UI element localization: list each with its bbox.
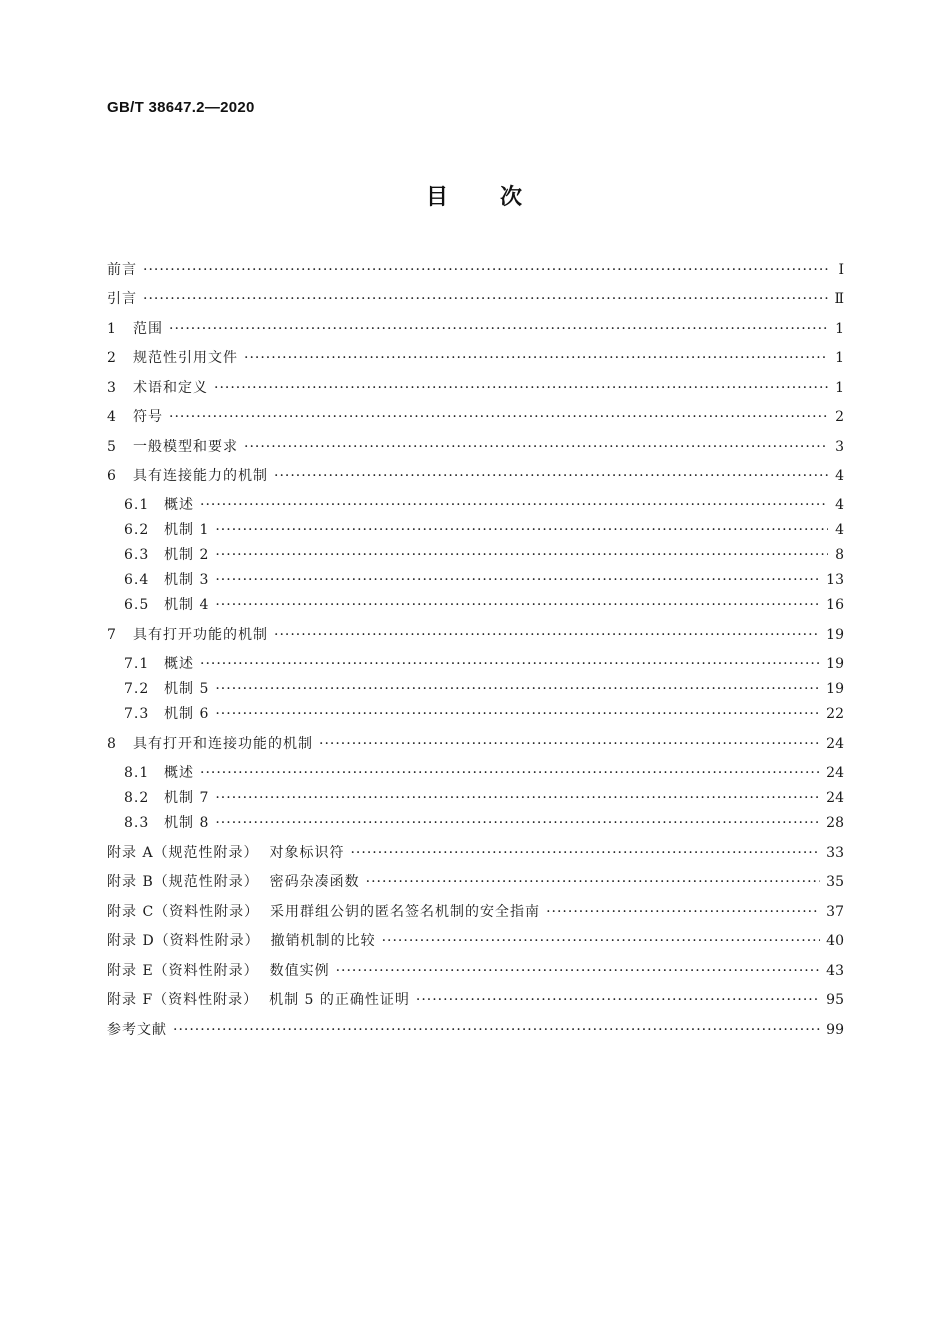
toc-entry-page: 16 (826, 597, 844, 613)
toc-entry-label: 附录 F（资料性附录） 机制 5 的正确性证明 (107, 992, 410, 1008)
toc-entry-page: 1 (835, 321, 844, 337)
toc-entry-label: 引言 (107, 291, 137, 307)
toc-leader-dots (143, 288, 828, 310)
toc-entry-label: 范围 (133, 321, 163, 337)
toc-entry-page: Ⅱ (834, 291, 844, 307)
toc-entry-3[interactable] (107, 377, 844, 399)
toc-entry-number: 4 (107, 409, 117, 425)
toc-entry-page: 13 (826, 572, 844, 588)
toc-entry-6-4[interactable] (124, 569, 844, 591)
toc-entry-label: 机制 4 (164, 597, 210, 613)
toc-entry-annex-e[interactable] (107, 960, 844, 982)
toc-entry-7-3[interactable] (124, 703, 844, 725)
toc-entry-page: 22 (826, 706, 844, 722)
toc-leader-dots (336, 960, 821, 982)
toc-entry-number: 7 (107, 627, 117, 643)
toc-entry-label: 符号 (133, 409, 163, 425)
toc-entry-label: 概述 (164, 497, 194, 513)
toc-leader-dots (173, 1019, 820, 1041)
toc-entry-label: 一般模型和要求 (133, 439, 238, 455)
toc-leader-dots (169, 318, 828, 340)
toc-entry-label: 附录 D（资料性附录） 撤销机制的比较 (107, 933, 376, 949)
toc-entry-label: 具有打开和连接功能的机制 (133, 736, 313, 752)
toc-entry-label: 机制 6 (164, 706, 210, 722)
toc-entry-8-3[interactable] (124, 812, 844, 834)
toc-entry-label: 机制 7 (164, 790, 210, 806)
toc-entry-label: 机制 1 (164, 522, 210, 538)
toc-entry-number: 8.1 (124, 765, 150, 781)
toc-entry-page: 40 (826, 933, 844, 949)
toc-entry-number: 7.2 (124, 681, 150, 697)
title-part-2: 次 (500, 185, 525, 210)
toc-entry-label: 具有连接能力的机制 (133, 468, 268, 484)
toc-entry-7[interactable] (107, 624, 844, 646)
toc-leader-dots (215, 812, 820, 834)
toc-entry-7-1[interactable] (124, 653, 844, 675)
toc-entry-number: 3 (107, 380, 117, 396)
toc-leader-dots (215, 678, 820, 700)
toc-entry-page: 24 (826, 790, 844, 806)
toc-entry-label: 参考文献 (107, 1022, 167, 1038)
toc-entry-1[interactable] (107, 318, 844, 340)
toc-entry-label: 概述 (164, 765, 194, 781)
toc-entry-number: 6.5 (124, 597, 150, 613)
toc-leader-dots (215, 569, 820, 591)
toc-leader-dots (382, 930, 821, 952)
toc-entry-page: 95 (826, 992, 844, 1008)
toc-leader-dots (143, 259, 828, 281)
toc-leader-dots (215, 703, 820, 725)
toc-entry-5[interactable] (107, 436, 844, 458)
toc-entry-annex-d[interactable] (107, 930, 844, 952)
toc-leader-dots (169, 406, 828, 428)
table-of-contents (107, 0, 844, 1344)
toc-leader-dots (366, 871, 821, 893)
toc-entry-label: 附录 E（资料性附录） 数值实例 (107, 963, 330, 979)
toc-leader-dots (215, 519, 828, 541)
toc-leader-dots (319, 733, 820, 755)
toc-entry-page: 4 (835, 522, 844, 538)
toc-entry-page: 33 (826, 845, 844, 861)
toc-entry-label: 概述 (164, 656, 194, 672)
toc-leader-dots (215, 787, 820, 809)
toc-entry-page: 99 (826, 1022, 844, 1038)
toc-entry-bibliography[interactable] (107, 1019, 844, 1041)
toc-entry-number: 6 (107, 468, 117, 484)
toc-leader-dots (200, 494, 828, 516)
toc-leader-dots (214, 377, 828, 399)
toc-entry-page: 35 (826, 874, 844, 890)
toc-entry-4[interactable] (107, 406, 844, 428)
toc-entry-number: 6.2 (124, 522, 150, 538)
document-code: GB/T 38647.2—2020 (107, 99, 255, 116)
toc-leader-dots (215, 594, 820, 616)
toc-entry-number: 7.1 (124, 656, 150, 672)
toc-entry-label: 术语和定义 (133, 380, 208, 396)
toc-entry-6-1[interactable] (124, 494, 844, 516)
toc-entry-6-5[interactable] (124, 594, 844, 616)
toc-entry-number: 8 (107, 736, 117, 752)
toc-entry-6[interactable] (107, 465, 844, 487)
toc-entry-6-2[interactable] (124, 519, 844, 541)
toc-entry-6-3[interactable] (124, 544, 844, 566)
toc-leader-dots (350, 842, 820, 864)
toc-entry-8-1[interactable] (124, 762, 844, 784)
toc-entry-page: 1 (835, 350, 844, 366)
toc-entry-2[interactable] (107, 347, 844, 369)
toc-leader-dots (244, 436, 828, 458)
toc-entry-page: 2 (835, 409, 844, 425)
toc-entry-number: 8.3 (124, 815, 150, 831)
toc-entry-page: 1 (835, 380, 844, 396)
toc-entry-page: 19 (826, 627, 844, 643)
toc-leader-dots (200, 653, 820, 675)
toc-entry-introduction[interactable] (107, 288, 844, 310)
toc-entry-8[interactable] (107, 733, 844, 755)
toc-leader-dots (274, 624, 820, 646)
toc-entry-page: 43 (826, 963, 844, 979)
toc-entry-label: 附录 B（规范性附录） 密码杂凑函数 (107, 874, 360, 890)
toc-entry-annex-f[interactable] (107, 989, 844, 1011)
title-part-1: 目 (425, 185, 450, 210)
toc-entry-page: 3 (835, 439, 844, 455)
toc-entry-page: 24 (826, 736, 844, 752)
toc-entry-label: 机制 8 (164, 815, 210, 831)
toc-entry-annex-a[interactable] (107, 842, 844, 864)
toc-entry-page: 4 (835, 468, 844, 484)
toc-leader-dots (546, 901, 820, 923)
toc-entry-page: 4 (835, 497, 844, 513)
toc-leader-dots (244, 347, 828, 369)
toc-entry-page: 37 (826, 904, 844, 920)
toc-entry-label: 附录 C（资料性附录） 采用群组公钥的匿名签名机制的安全指南 (107, 904, 541, 920)
toc-entry-number: 7.3 (124, 706, 150, 722)
toc-entry-number: 6.1 (124, 497, 150, 513)
toc-entry-number: 6.4 (124, 572, 150, 588)
toc-leader-dots (215, 544, 828, 566)
toc-entry-annex-b[interactable] (107, 871, 844, 893)
toc-entry-page: Ⅰ (838, 262, 844, 278)
toc-entry-page: 8 (835, 547, 844, 563)
toc-entry-page: 19 (826, 681, 844, 697)
toc-entry-annex-c[interactable] (107, 901, 844, 923)
toc-entry-number: 6.3 (124, 547, 150, 563)
toc-entry-page: 28 (826, 815, 844, 831)
toc-entry-label: 规范性引用文件 (133, 350, 238, 366)
toc-entry-label: 机制 3 (164, 572, 210, 588)
toc-entry-8-2[interactable] (124, 787, 844, 809)
toc-entry-7-2[interactable] (124, 678, 844, 700)
toc-entry-label: 机制 2 (164, 547, 210, 563)
toc-entry-preface[interactable] (107, 259, 844, 281)
toc-entry-number: 2 (107, 350, 117, 366)
toc-entry-label: 前言 (107, 262, 137, 278)
toc-leader-dots (200, 762, 820, 784)
toc-entry-label: 附录 A（规范性附录） 对象标识符 (107, 845, 345, 861)
toc-entry-page: 24 (826, 765, 844, 781)
toc-entry-number: 8.2 (124, 790, 150, 806)
toc-entry-label: 具有打开功能的机制 (133, 627, 268, 643)
toc-entry-label: 机制 5 (164, 681, 210, 697)
toc-entry-number: 5 (107, 439, 117, 455)
toc-leader-dots (416, 989, 820, 1011)
toc-entry-page: 19 (826, 656, 844, 672)
toc-entry-number: 1 (107, 321, 117, 337)
toc-leader-dots (274, 465, 828, 487)
